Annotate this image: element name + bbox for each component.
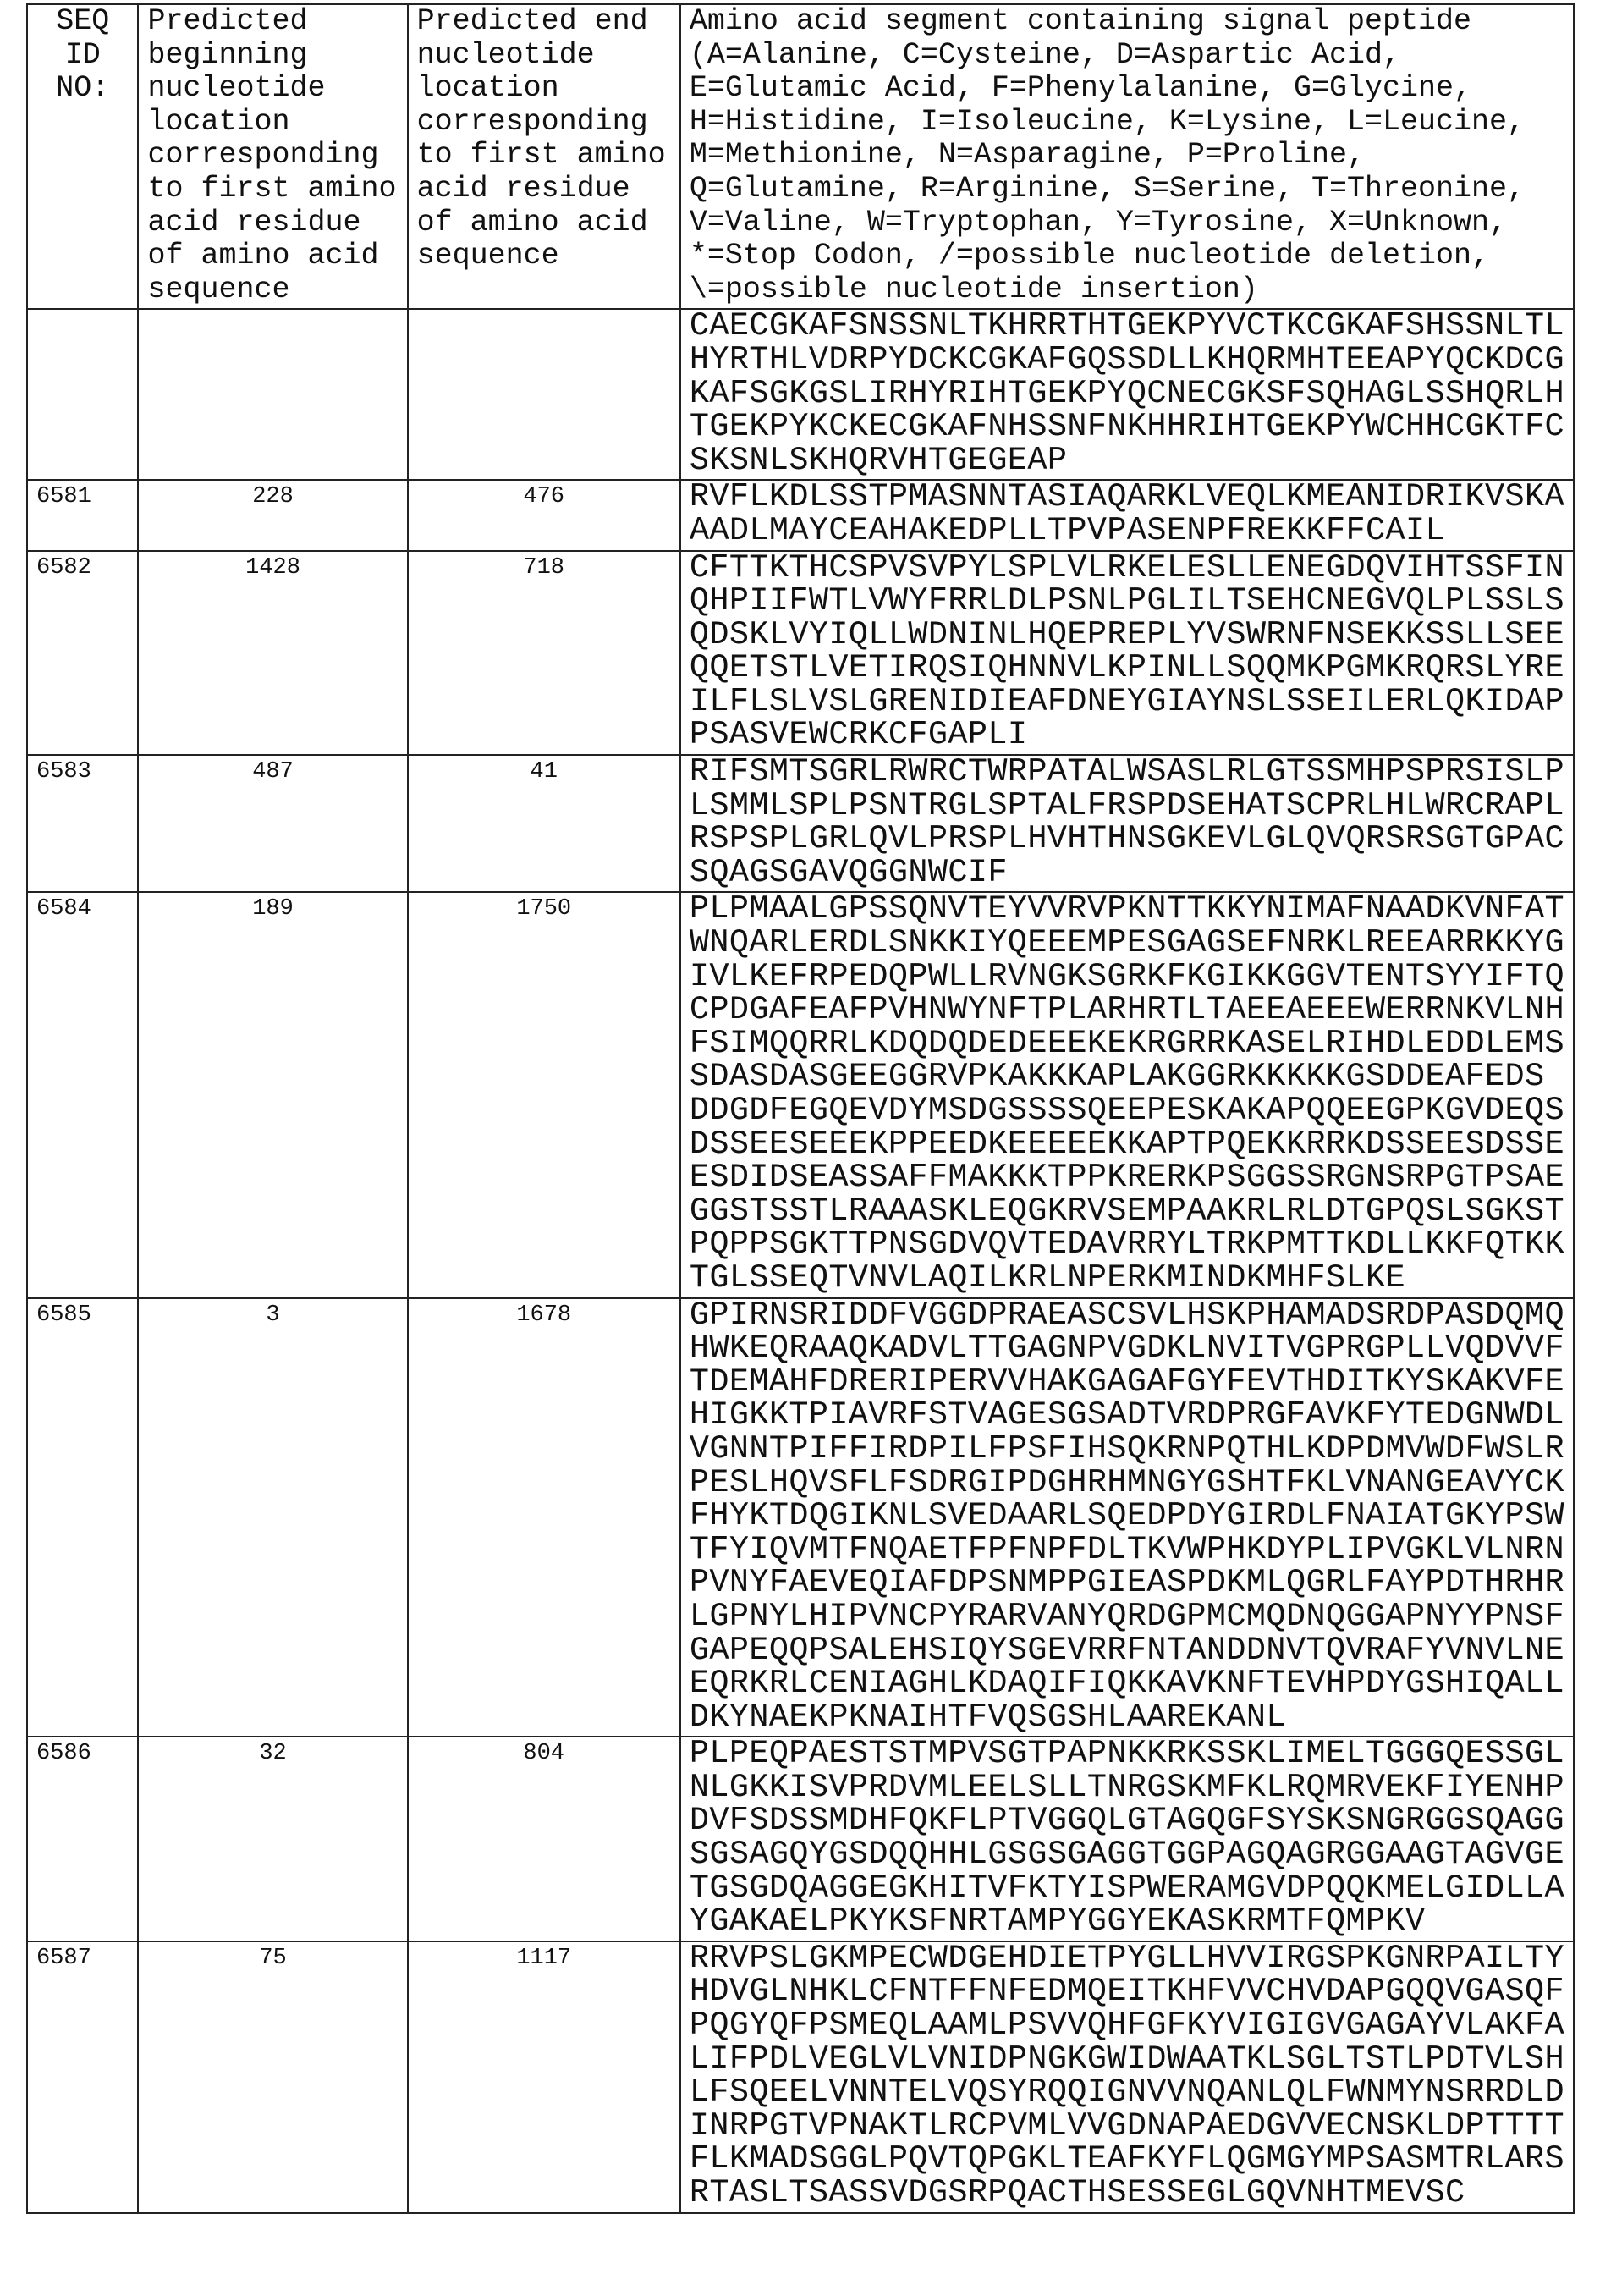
sequence-line: CPDGAFEAFPVHNWYNFTPLARHRTLTAEEAEEEWERRNKVLNH <box>690 994 1564 1027</box>
sequence-line: AADLMAYCEAHAKEDPLLTPVPASENPFREKKFFCAIL <box>690 515 1564 548</box>
end-location-cell: 1117 <box>408 1941 680 2213</box>
amino-acid-sequence-cell <box>680 309 1574 480</box>
table-row <box>27 892 1574 1297</box>
begin-location-cell <box>138 309 407 480</box>
sequence-table <box>26 3 1575 2214</box>
amino-acid-sequence-cell <box>680 551 1574 756</box>
begin-location-cell: 228 <box>138 480 407 550</box>
amino-acid-sequence-cell <box>680 1737 1574 1941</box>
seq-id-cell: 6583 <box>27 755 138 892</box>
sequence-line: TDEMAHFDRERIPERVVHAKGAGAFGYFEVTHDITKYSKAKVFE <box>690 1366 1564 1400</box>
amino-acid-sequence-cell <box>680 1941 1574 2213</box>
sequence-line: YGAKAELPKYKSFNRTAMPYGGYEKASKRMTFQMPKV <box>690 1905 1564 1939</box>
table-row <box>27 480 1574 550</box>
sequence-line: TGEKPYKCKECGKAFNHSSNFNKHHRIHTGEKPYWCHHCGKTFC <box>690 410 1564 444</box>
sequence-line: DSSEESEEEKPPEEDKEEEEEKKAPTPQEKKRRKDSSEESDSSE <box>690 1128 1564 1162</box>
sequence-line: DKYNAEKPKNAIHTFVQSGSHLAAREKANL <box>690 1701 1564 1735</box>
sequence-line: TGSGDQAGGEGKHITVFKTYISPWERAMGVDPQQKMELGIDLLA <box>690 1872 1564 1906</box>
sequence-line: GPIRNSRIDDFVGGDPRAEASCSVLHSKPHAMADSRDPASDQMQ <box>690 1299 1564 1333</box>
sequence-line: VGNNTPIFFIRDPILFPSFIHSQKRNPQTHLKDPDMVWDFWSLR <box>690 1433 1564 1467</box>
seq-id-cell: 6586 <box>27 1737 138 1941</box>
seq-id-cell: 6581 <box>27 480 138 550</box>
sequence-line: LIFPDLVEGLVLVNIDPNGKGWIDWAATKLSGLTSTLPDTVLSH <box>690 2043 1564 2077</box>
sequence-line: PQGYQFPSMEQLAAMLPSVVQHFGFKYVIGIGVGAGAYVLAKFA <box>690 2009 1564 2043</box>
begin-location-cell: 1428 <box>138 551 407 756</box>
sequence-line: FLKMADSGGLPQVTQPGKLTEAFKYFLQGMGYMPSASMTRLARS <box>690 2143 1564 2177</box>
table-row <box>27 551 1574 756</box>
sequence-line: LFSQEELVNNTELVQSYRQQIGNVVNQANLQLFWNMYNSRRDLD <box>690 2076 1564 2110</box>
end-location-cell: 1678 <box>408 1298 680 1737</box>
sequence-line: CAECGKAFSNSSNLTKHRRTHTGEKPYVCTKCGKAFSHSSNLTL <box>690 310 1564 344</box>
begin-location-cell: 75 <box>138 1941 407 2213</box>
sequence-line: SKSNLSKHQRVHTGEGEAP <box>690 444 1564 478</box>
table-row <box>27 1941 1574 2213</box>
sequence-line: FHYKTDQGIKNLSVEDAARLSQEDPDYGIRDLFNAIATGKYPSW <box>690 1500 1564 1533</box>
amino-acid-sequence-cell <box>680 1298 1574 1737</box>
end-location-cell <box>408 309 680 480</box>
sequence-line: LGPNYLHIPVNCPYRARVANYQRDGPMCMQDNQGGAPNYYPNSF <box>690 1600 1564 1634</box>
sequence-line: GAPEQQPSALEHSIQYSGEVRRFNTANDDNVTQVRAFYVNVLNE <box>690 1634 1564 1668</box>
sequence-line: PLPEQPAESTSTMPVSGTPAPNKKRKSSKLIMELTGGGQESSGL <box>690 1737 1564 1771</box>
sequence-line: TFYIQVMTFNQAETFPFNPFDLTKVWPHKDYPLIPVGKLVLNRN <box>690 1533 1564 1567</box>
end-location-cell: 41 <box>408 755 680 892</box>
sequence-line: PSASVEWCRKCFGAPLI <box>690 719 1564 752</box>
sequence-line: CFTTKTHCSPVSVPYLSPLVLRKELESLLENEGDQVIHTSSFIN <box>690 552 1564 586</box>
sequence-line: PLPMAALGPSSQNVTEYVVRVPKNTTKKYNIMAFNAADKVNFAT <box>690 893 1564 927</box>
begin-location-cell: 487 <box>138 755 407 892</box>
amino-acid-sequence-cell <box>680 892 1574 1297</box>
sequence-line: DVFSDSSMDHFQKFLPTVGGQLGTAGQGFSYSKSNGRGGSQAGG <box>690 1804 1564 1838</box>
header-end-location: Predicted end nucleotide location corresponding to first amino acid residue of amino acid sequence <box>408 4 680 309</box>
sequence-line: WNQARLERDLSNKKIYQEEEMPESGAGSEFNRKLREEARRKKYG <box>690 927 1564 961</box>
sequence-line: PVNYFAEVEQIAFDPSNMPPGIEASPDKMLQGRLFAYPDTHRHR <box>690 1566 1564 1600</box>
seq-id-cell: 6584 <box>27 892 138 1297</box>
begin-location-cell: 189 <box>138 892 407 1297</box>
table-row <box>27 1298 1574 1737</box>
sequence-line: SQAGSGAVQGGNWCIF <box>690 856 1564 890</box>
header-seq-id: SEQ ID NO: <box>27 4 138 309</box>
sequence-line: HWKEQRAAQKADVLTTGAGNPVGDKLNVITVGPRGPLLVQDVVF <box>690 1332 1564 1366</box>
amino-acid-sequence-cell <box>680 480 1574 550</box>
sequence-line: ESDIDSEASSAFFMAKKKTPPKRERKPSGGSSRGNSRPGTPSAE <box>690 1161 1564 1195</box>
table-row <box>27 309 1574 480</box>
sequence-line: TGLSSEQTVNVLAQILKRLNPERKMINDKMHFSLKE <box>690 1262 1564 1296</box>
sequence-line: FSIMQQRRLKDQDQDEDEEEKEKRGRRKASELRIHDLEDDLEMS <box>690 1027 1564 1061</box>
sequence-line: QDSKLVYIQLLWDNINLHQEPREPLYVSWRNFNSEKKSSLLSEE <box>690 619 1564 652</box>
sequence-line: PQPPSGKTTPNSGDVQVTEDAVRRYLTRKPMTTKDLLKKFQTKK <box>690 1228 1564 1262</box>
sequence-line: GGSTSSTLRAAASKLEQGKRVSEMPAAKRLRLDTGPQSLSGKST <box>690 1195 1564 1229</box>
sequence-line: DDGDFEGQEVDYMSDGSSSSQEEPESKAKAPQQEEGPKGVDEQS <box>690 1094 1564 1128</box>
sequence-line: ILFLSLVSLGRENIDIEAFDNEYGIAYNSLSSEILERLQKIDAP <box>690 685 1564 719</box>
header-amino-acid-segment: Amino acid segment containing signal peptide (A=Alanine, C=Cysteine, D=Aspartic Acid, E=Glutamic Acid, F=Phenylalanine, G=Glycine, H=Histidine, I=Isoleucine, K=Lysine, L=Leucine, M=Methionine, N=Asparagine, P=Proline, Q=Glutamine, R=Arginine, S=Serine, T=Threonine, V=Valine, W=Tryptophan, Y=Tyrosine, X=Unknown, *=Stop Codon, /=possible nucleotide deletion, \=possible nucleotide insertion) <box>680 4 1574 309</box>
end-location-cell: 718 <box>408 551 680 756</box>
sequence-line: NLGKKISVPRDVMLEELSLLTNRGSKMFKLRQMRVEKFIYENHP <box>690 1771 1564 1805</box>
sequence-line: RVFLKDLSSTPMASNNTASIAQARKLVEQLKMEANIDRIKVSKA <box>690 481 1564 515</box>
sequence-line: HYRTHLVDRPYDCKCGKAFGQSSDLLKHQRMHTEEAPYQCKDCG <box>690 344 1564 377</box>
sequence-line: HIGKKTPIAVRFSTVAGESGSADTVRDPRGFAVKFYTEDGNWDL <box>690 1399 1564 1433</box>
table-row <box>27 1737 1574 1941</box>
sequence-line: QHPIIFWTLVWYFRRLDLPSNLPGLILTSEHCNEGVQLPLSSLS <box>690 585 1564 619</box>
sequence-line: SGSAGQYGSDQQHHLGSGSGAGGTGGPAGQAGRGGAAGTAGVGE <box>690 1838 1564 1872</box>
sequence-line: RSPSPLGRLQVLPRSPLHVHTHNSGKEVLGLQVQRSRSGTGPAC <box>690 823 1564 856</box>
sequence-line: RTASLTSASSVDGSRPQACTHSESSEGLGQVNHTMEVSC <box>690 2177 1564 2211</box>
table-row <box>27 755 1574 892</box>
header-row <box>27 4 1574 309</box>
sequence-line: IVLKEFRPEDQPWLLRVNGKSGRKFKGIKKGGVTENTSYYIFTQ <box>690 961 1564 994</box>
sequence-line: KAFSGKGSLIRHYRIHTGEKPYQCNECGKSFSQHAGLSSHQRLH <box>690 377 1564 411</box>
sequence-line: INRPGTVPNAKTLRCPVMLVVGDNAPAEDGVVECNSKLDPTTTT <box>690 2110 1564 2144</box>
sequence-line: RIFSMTSGRLRWRCTWRPATALWSASLRLGTSSMHPSPRSISLP <box>690 756 1564 790</box>
sequence-line: SDASDASGEEGGRVPKAKKKAPLAKGGRKKKKKGSDDEAFEDS <box>690 1060 1564 1094</box>
sequence-line: PESLHQVSFLFSDRGIPDGHRHMNGYGSHTFKLVNANGEAVYCK <box>690 1467 1564 1500</box>
header-begin-location: Predicted beginning nucleotide location corresponding to first amino acid residue of amino acid sequence <box>138 4 407 309</box>
seq-id-cell: 6587 <box>27 1941 138 2213</box>
sequence-line: RRVPSLGKMPECWDGEHDIETPYGLLHVVIRGSPKGNRPAILTY <box>690 1942 1564 1976</box>
sequence-line: QQETSTLVETIRQSIQHNNVLKPINLLSQQMKPGMKRQRSLYRE <box>690 652 1564 685</box>
amino-acid-sequence-cell <box>680 755 1574 892</box>
sequence-line: LSMMLSPLPSNTRGLSPTALFRSPDSEHATSCPRLHLWRCRAPL <box>690 790 1564 823</box>
seq-id-cell: 6582 <box>27 551 138 756</box>
begin-location-cell: 32 <box>138 1737 407 1941</box>
begin-location-cell: 3 <box>138 1298 407 1737</box>
sequence-line: HDVGLNHKLCFNTFFNFEDMQEITKHFVVCHVDAPGQQVGASQF <box>690 1975 1564 2009</box>
seq-id-cell <box>27 309 138 480</box>
sequence-line: EQRKRLCENIAGHLKDAQIFIQKKAVKNFTEVHPDYGSHIQALL <box>690 1667 1564 1701</box>
end-location-cell: 476 <box>408 480 680 550</box>
end-location-cell: 1750 <box>408 892 680 1297</box>
end-location-cell: 804 <box>408 1737 680 1941</box>
seq-id-cell: 6585 <box>27 1298 138 1737</box>
